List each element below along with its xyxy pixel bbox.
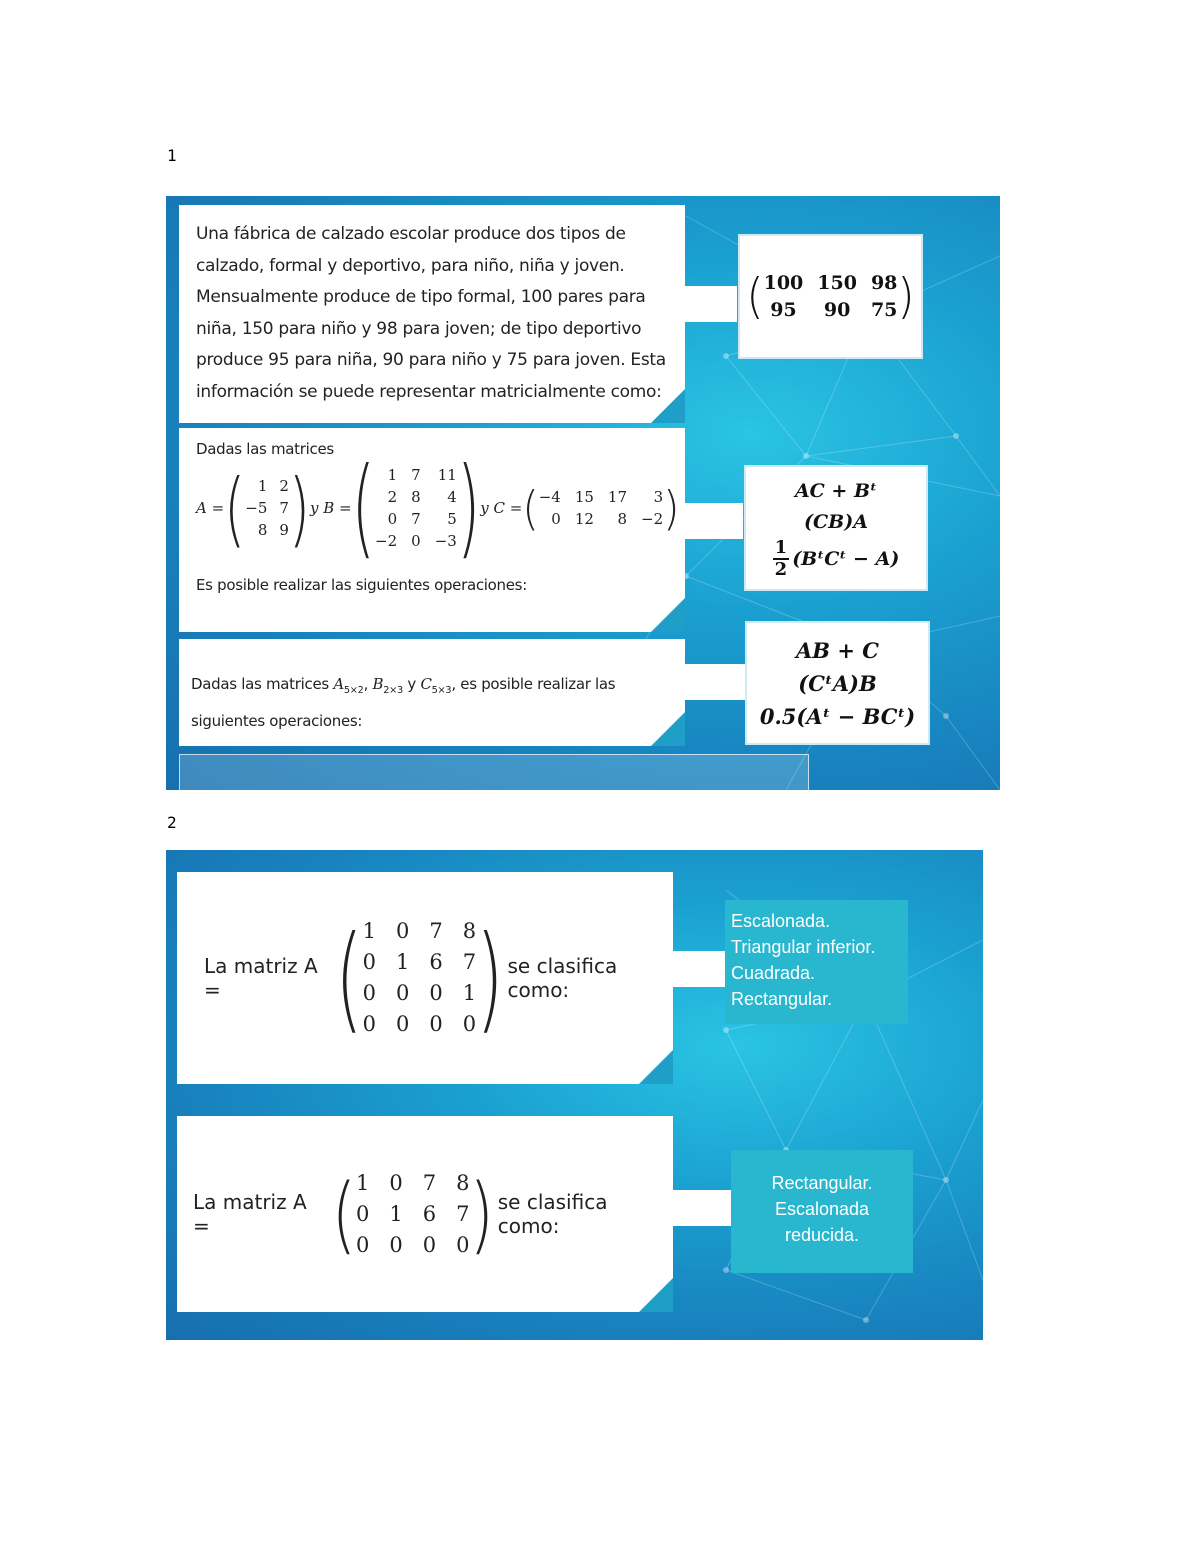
matrix-cell: 7 xyxy=(411,466,421,484)
answer-op-2: (CB)A xyxy=(804,511,868,533)
card-corner-decoration xyxy=(639,1050,673,1084)
question-card-matrix-4x4 xyxy=(177,872,673,1084)
question-card-dimensions xyxy=(179,639,685,746)
card-corner-decoration xyxy=(639,1278,673,1312)
matrix-cell: 8 xyxy=(617,510,628,528)
answer-option: Cuadrada. xyxy=(731,963,816,983)
answer-op-1: AB + C xyxy=(796,637,879,663)
connector-line xyxy=(673,951,725,987)
matrix-a: ( 1 2 −5 7 8 9 ) xyxy=(224,460,310,556)
matrix-cell: 5 xyxy=(447,510,457,528)
matrix-cell: 6 xyxy=(429,950,443,974)
matrix-cell: 8 xyxy=(257,521,268,539)
answer-card-operations-1[interactable] xyxy=(744,465,928,591)
question-text: Una fábrica de calzado escolar produce dos tipos de calzado, formal y deportivo, para niño, niña y joven. Mensualmente produce de tipo formal, 100 pares para niña, 150 para niño y 98 para joven; de tipo deportivo produce 95 para niña, 90 para niño y 75 para joven. Esta información se puede representar matricialmente como: xyxy=(196,224,666,402)
question-card-operations xyxy=(179,428,685,632)
matrix-cell: 150 xyxy=(817,271,857,294)
matrix-cell: 1 xyxy=(257,477,268,495)
answer-card-matrix[interactable] xyxy=(738,234,923,359)
card-corner-decoration xyxy=(651,712,685,746)
matrix-cell: 0 xyxy=(429,981,443,1005)
matrix-cell: 7 xyxy=(429,919,443,943)
answer-option: Triangular inferior. xyxy=(731,937,876,957)
matrix-cell: −2 xyxy=(641,510,664,528)
matrix-cell: 15 xyxy=(574,488,594,506)
matrix-cell: 17 xyxy=(607,488,628,506)
matrix-cell: 12 xyxy=(574,510,594,528)
matrix-cell: 11 xyxy=(437,466,457,484)
connector-line xyxy=(685,503,743,539)
matrix-cell: 9 xyxy=(279,521,289,539)
matrix-cell: 1 xyxy=(362,919,377,943)
matrix-cell: 0 xyxy=(462,1012,477,1036)
matrix-cell: 98 xyxy=(870,271,898,294)
matrix-cell: 95 xyxy=(770,298,797,321)
matrix-a-label: A = xyxy=(196,499,225,517)
answer-op-3 xyxy=(773,538,900,580)
matrix-cell: 0 xyxy=(396,981,410,1005)
empty-answer-slot[interactable] xyxy=(179,754,809,790)
matrix-cell: −4 xyxy=(538,488,561,506)
matrix-cell: 1 xyxy=(389,1201,403,1226)
matrix-cell: 0 xyxy=(362,950,377,974)
answer-box-classification-1[interactable] xyxy=(725,900,908,1024)
card-corner-decoration xyxy=(651,389,685,423)
item-number-2: 2 xyxy=(167,813,177,832)
card-corner-decoration xyxy=(651,598,685,632)
answer-option: Rectangular. xyxy=(731,989,833,1009)
exercise-panel-2 xyxy=(166,850,983,1340)
matrix-c-label: y C = xyxy=(480,499,523,517)
answer-box-classification-2[interactable] xyxy=(731,1150,913,1273)
matrix-suffix: se clasifica como: xyxy=(507,954,618,1002)
matrix-label: La matriz A = xyxy=(193,1190,307,1238)
matrix-b-label: y B = xyxy=(310,499,352,517)
fraction-numerator: 1 xyxy=(774,537,788,558)
matrix-label: La matriz A = xyxy=(204,954,318,1002)
matrix-cell: 7 xyxy=(422,1170,437,1195)
matrix-4x4: ( 1 0 7 8 0 1 6 7 0 0 0 1 0 0 0 0 ) xyxy=(335,910,504,1046)
matrix-cell: 0 xyxy=(396,1012,410,1036)
matrix-cell: 2 xyxy=(387,488,398,506)
matrix-cell: 7 xyxy=(462,950,477,974)
matrix-cell: 0 xyxy=(456,1232,470,1257)
matrix-cell: 4 xyxy=(447,488,457,506)
matrix-cell: 0 xyxy=(429,1012,443,1036)
question-card-factory xyxy=(179,205,685,423)
matrix-cell: 0 xyxy=(389,1232,403,1257)
matrix-cell: −2 xyxy=(375,532,398,550)
exercise-panel-1 xyxy=(166,196,1000,790)
matrix-cell: 7 xyxy=(456,1201,470,1226)
answer-option: Escalonada xyxy=(774,1199,870,1219)
matrix-c: ( −4 15 17 3 0 12 8 −2 ) xyxy=(522,481,680,535)
matrix-cell: 7 xyxy=(411,510,421,528)
matrix-cell: 3 xyxy=(653,488,664,506)
matrix-cell: 100 xyxy=(763,271,804,294)
answer-op-1: AC + Bᵗ xyxy=(794,480,878,502)
item-number-1: 1 xyxy=(167,146,177,165)
matrix-cell: 0 xyxy=(356,1201,370,1226)
answer-option: reducida. xyxy=(784,1225,860,1245)
matrix-cell: 1 xyxy=(387,466,398,484)
matrix-cell: 0 xyxy=(362,981,377,1005)
matrix-cell: −5 xyxy=(245,499,268,517)
matrix-cell: 1 xyxy=(462,981,477,1005)
matrix-cell: 0 xyxy=(387,510,398,528)
matrix-cell: 0 xyxy=(356,1232,370,1257)
matrix-cell: 1 xyxy=(396,950,410,974)
matrix-cell: 1 xyxy=(356,1170,370,1195)
fraction-denominator: 2 xyxy=(774,559,788,580)
answer-option: Rectangular. xyxy=(771,1173,873,1193)
answer-option: Escalonada. xyxy=(731,911,831,931)
matrix-cell: 0 xyxy=(411,532,421,550)
matrix-3x4: ( 1 0 7 8 0 1 6 7 0 0 0 0 ) xyxy=(331,1164,494,1264)
matrix-cell: 0 xyxy=(551,510,561,528)
matrix-cell: −3 xyxy=(434,532,457,550)
matrix-cell: 7 xyxy=(279,499,289,517)
matrix-cell: 90 xyxy=(823,298,851,321)
matrix-cell: 75 xyxy=(870,298,898,321)
fraction xyxy=(773,538,790,580)
matrix-cell: 8 xyxy=(462,919,477,943)
question-intro: Dadas las matrices xyxy=(196,440,334,458)
connector-line xyxy=(685,286,737,322)
matrix-b: ( 1 7 11 2 8 4 0 7 5 −2 0 −3 ) xyxy=(351,445,481,571)
answer-matrix: ( 100 150 98 95 90 75 ) xyxy=(746,268,915,325)
answer-op-3-expr: (BᵗCᵗ − A) xyxy=(792,547,900,570)
matrix-cell: 0 xyxy=(389,1170,403,1195)
matrix-cell: 0 xyxy=(422,1232,437,1257)
question-prompt: Es posible realizar las siguientes operaciones: xyxy=(196,576,527,594)
matrix-cell: 6 xyxy=(422,1201,437,1226)
question-text-dimensions: Dadas las matrices $A_{5\times 2}$, $B_{2\times 3}$ y $C_{5\times 3}$, es posible realizar las siguientes operaciones: xyxy=(191,675,616,730)
matrix-cell: 2 xyxy=(279,477,289,495)
matrix-cell: 8 xyxy=(411,488,421,506)
answer-op-2: (CᵗA)B xyxy=(798,670,877,696)
answer-op-3: 0.5(Aᵗ − BCᵗ) xyxy=(759,703,916,729)
question-card-matrix-3x4 xyxy=(177,1116,673,1312)
connector-line xyxy=(673,1190,731,1226)
matrix-cell: 0 xyxy=(396,919,410,943)
answer-card-operations-2[interactable] xyxy=(745,621,930,745)
matrix-cell: 0 xyxy=(362,1012,377,1036)
matrix-cell: 8 xyxy=(456,1170,470,1195)
matrix-suffix: se clasifica como: xyxy=(497,1190,608,1238)
connector-line xyxy=(685,664,745,700)
